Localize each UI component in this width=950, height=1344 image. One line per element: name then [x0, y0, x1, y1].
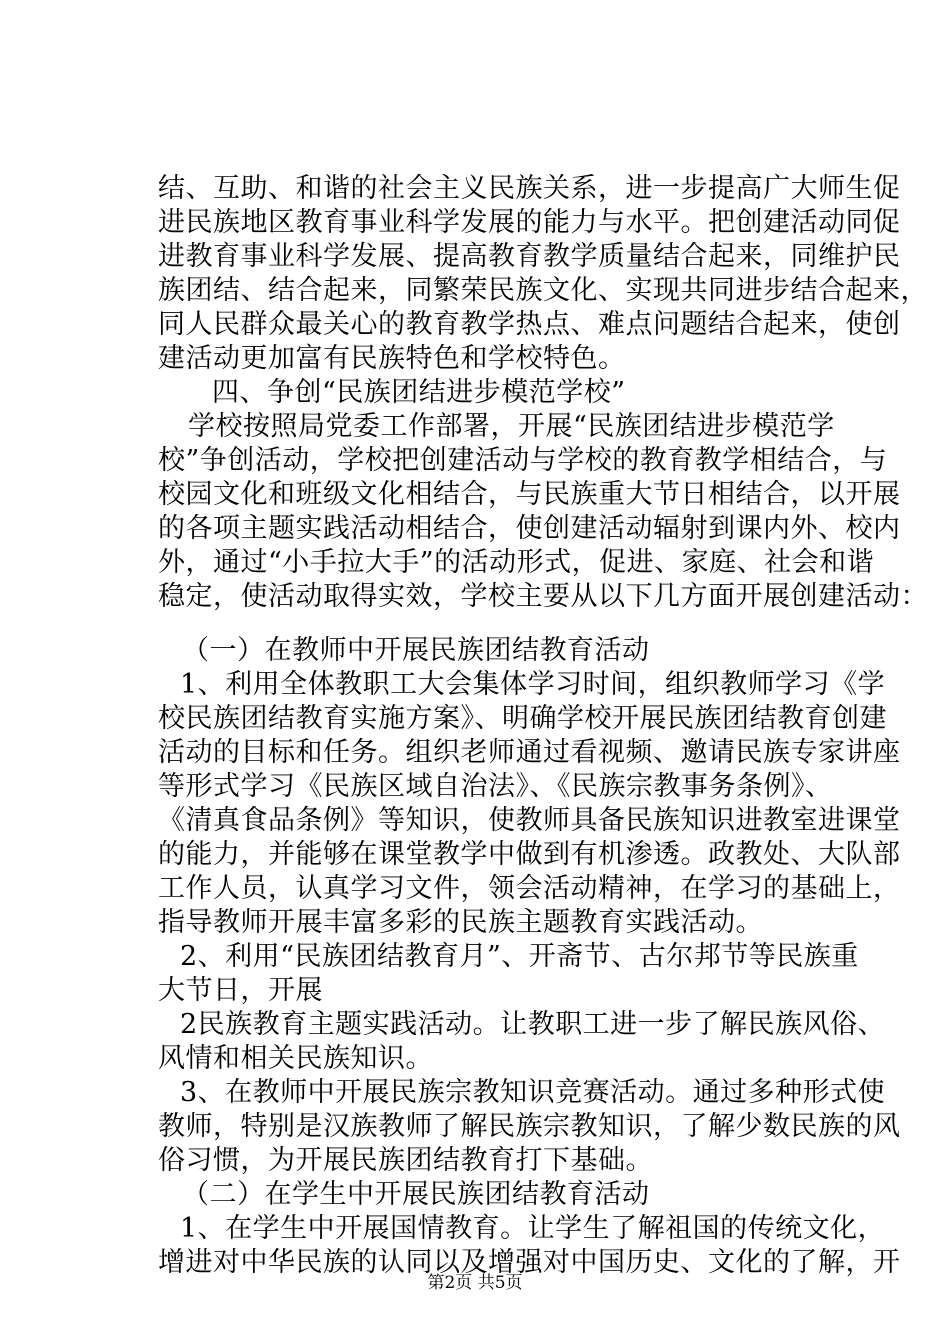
- section-heading: 四、争创“民族团结进步模范学校”: [212, 377, 626, 408]
- text-line: 教师，特别是汉族教师了解民族宗教知识，了解少数民族的风: [158, 1111, 901, 1142]
- subsection-heading: （二）在学生中开展民族团结教育活动: [182, 1179, 650, 1210]
- text-line: 1、在学生中开展国情教育。让学生了解祖国的传统文化，: [180, 1213, 886, 1244]
- text-line: 等形式学习《民族区域自治法》、《民族宗教事务条例》、: [158, 771, 833, 802]
- text-line: 稳定，使活动取得实效，学校主要从以下几方面开展创建活动：: [158, 581, 928, 612]
- text-line: 结、互助、和谐的社会主义民族关系，进一步提高广大师生促: [158, 173, 901, 204]
- text-line: 《清真食品条例》等知识，使教师具备民族知识进教室进课堂: [158, 805, 901, 836]
- text-line: 校民族团结教育实施方案》、明确学校开展民族团结教育创建: [158, 703, 887, 734]
- text-line: 2、利用“民族团结教育月”、开斋节、古尔邦节等民族重: [180, 941, 859, 972]
- text-line: 增进对中华民族的认同以及增强对中国历史、文化的了解，开: [158, 1247, 901, 1278]
- page-number-footer: 第2页 共5页: [427, 1273, 523, 1293]
- text-line: 校园文化和班级文化相结合，与民族重大节日相结合，以开展: [158, 479, 901, 510]
- text-line: 工作人员，认真学习文件，领会活动精神，在学习的基础上，: [158, 873, 901, 904]
- text-line: 风情和相关民族知识。: [158, 1043, 433, 1074]
- text-line: 建活动更加富有民族特色和学校特色。: [158, 343, 626, 374]
- text-line: 进教育事业科学发展、提高教育教学质量结合起来，同维护民: [158, 241, 901, 272]
- text-line: 大节日，开展: [158, 975, 323, 1006]
- text-line: 指导教师开展丰富多彩的民族主题教育实践活动。: [158, 907, 763, 938]
- text-line: 学校按照局党委工作部署，开展“民族团结进步模范学: [188, 411, 835, 442]
- text-line: 校”争创活动，学校把创建活动与学校的教育教学相结合，与: [158, 445, 888, 476]
- text-line: 活动的目标和任务。组织老师通过看视频、邀请民族专家讲座: [158, 737, 901, 768]
- text-line: 俗习惯，为开展民族团结教育打下基础。: [158, 1145, 653, 1176]
- text-line: 外，通过“小手拉大手”的活动形式，促进、家庭、社会和谐: [158, 547, 875, 578]
- text-line: 2民族教育主题实践活动。让教职工进一步了解民族风俗、: [180, 1009, 886, 1040]
- text-line: 3、在教师中开展民族宗教知识竞赛活动。通过多种形式使: [180, 1077, 886, 1108]
- text-line: 进民族地区教育事业科学发展的能力与水平。把创建活动同促: [158, 207, 901, 238]
- text-line: 的各项主题实践活动相结合，使创建活动辐射到课内外、校内: [158, 513, 901, 544]
- text-line: 1、利用全体教职工大会集体学习时间，组织教师学习《学: [180, 669, 886, 700]
- text-line: 的能力，并能够在课堂教学中做到有机渗透。政教处、大队部: [158, 839, 901, 870]
- text-line: 族团结、结合起来，同繁荣民族文化、实现共同进步结合起来，: [158, 275, 928, 306]
- text-line: 同人民群众最关心的教育教学热点、难点问题结合起来，使创: [158, 309, 901, 340]
- subsection-heading: （一）在教师中开展民族团结教育活动: [182, 635, 650, 666]
